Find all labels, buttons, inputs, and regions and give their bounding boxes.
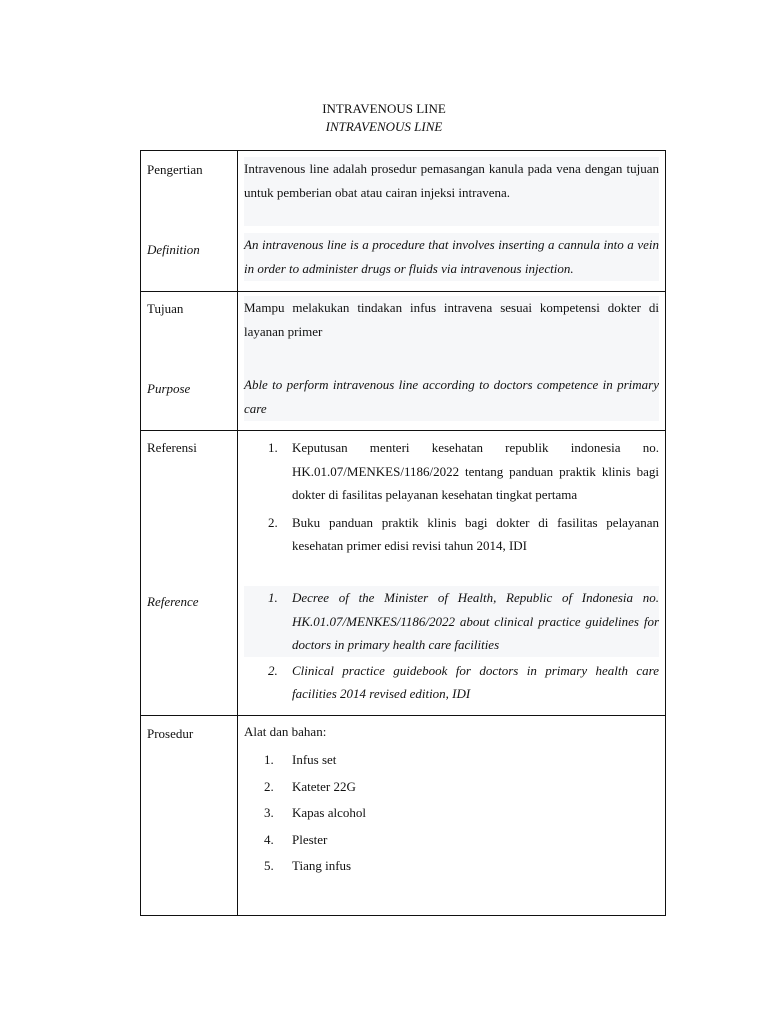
document-title-english: INTRAVENOUS LINE bbox=[325, 119, 443, 134]
list-number: 1. bbox=[268, 590, 278, 605]
list-item bbox=[244, 511, 659, 558]
column-divider bbox=[237, 150, 238, 916]
equipment-item: Kateter 22G bbox=[292, 778, 356, 794]
list-number: 3. bbox=[264, 805, 274, 821]
reference-text: Buku panduan praktik klinis bagi dokter di fasilitas pelayanan kesehatan primer edisi revisi tahun 2014, IDI bbox=[292, 514, 659, 553]
shade-spacer bbox=[244, 344, 659, 374]
reference-text-english: Decree of the Minister of Health, Republic of Indonesia no. HK.01.07/MENKES/1186/2022 about clinical practice guidelines for doctors in primary health care facilities bbox=[292, 590, 659, 652]
shade-spacer bbox=[244, 205, 659, 226]
list-item bbox=[244, 659, 659, 706]
table-border-left bbox=[140, 150, 141, 916]
sop-table bbox=[140, 150, 666, 916]
label-definition: Definition bbox=[147, 242, 200, 257]
table-border-right bbox=[665, 150, 666, 916]
equipment-item: Tiang infus bbox=[292, 858, 352, 874]
list-item bbox=[244, 586, 659, 657]
list-number: 2. bbox=[264, 778, 274, 794]
reference-text-english: Clinical practice guidebook for doctors in primary health care facilities 2014 revised edition, IDI bbox=[292, 662, 659, 701]
equipment-item: Plester bbox=[292, 831, 328, 847]
row-divider bbox=[140, 291, 666, 292]
list-number: 1. bbox=[264, 752, 274, 767]
purpose-text: Mampu melakukan tindakan infus intravena sesuai kompetensi dokter di layanan primer bbox=[244, 296, 659, 344]
label-reference: Reference bbox=[147, 594, 199, 609]
table-border-bottom bbox=[140, 915, 666, 916]
list-item bbox=[244, 853, 659, 880]
label-prosedur: Prosedur bbox=[147, 726, 194, 741]
equipment-item: Kapas alcohol bbox=[292, 805, 367, 821]
list-number: 4. bbox=[264, 831, 274, 847]
list-item bbox=[244, 800, 659, 827]
definition-text-english: An intravenous line is a procedure that involves inserting a cannula into a vein in order to administer drugs or fluids via intravenous injection. bbox=[244, 233, 659, 281]
equipment-list bbox=[244, 747, 659, 880]
list-item bbox=[244, 436, 659, 507]
row-divider bbox=[140, 430, 666, 431]
label-tujuan: Tujuan bbox=[147, 301, 184, 316]
document-title: INTRAVENOUS LINE bbox=[322, 101, 446, 116]
list-number: 2. bbox=[268, 514, 278, 530]
list-number: 5. bbox=[264, 858, 274, 874]
row-divider bbox=[140, 715, 666, 716]
equipment-item: Infus set bbox=[292, 752, 337, 767]
reference-list-english bbox=[244, 586, 659, 706]
purpose-text-english: Able to perform intravenous line according to doctors competence in primary care bbox=[244, 373, 659, 421]
table-border-top bbox=[140, 150, 666, 151]
label-referensi: Referensi bbox=[147, 440, 197, 455]
list-number: 1. bbox=[268, 440, 278, 455]
procedure-heading: Alat dan bahan: bbox=[244, 724, 327, 739]
list-number: 2. bbox=[268, 662, 278, 678]
definition-text: Intravenous line adalah prosedur pemasangan kanula pada vena dengan tujuan untuk pemberian obat atau cairan injeksi intravena. bbox=[244, 157, 659, 205]
list-item bbox=[244, 774, 659, 801]
reference-list bbox=[244, 436, 659, 558]
list-item bbox=[244, 747, 659, 774]
label-pengertian: Pengertian bbox=[147, 162, 203, 177]
list-item bbox=[244, 827, 659, 854]
label-purpose: Purpose bbox=[147, 381, 191, 396]
reference-text: Keputusan menteri kesehatan republik indonesia no. HK.01.07/MENKES/1186/2022 tentang panduan praktik klinis bagi dokter di fasilitas pelayanan kesehatan tingkat pertama bbox=[292, 440, 659, 502]
